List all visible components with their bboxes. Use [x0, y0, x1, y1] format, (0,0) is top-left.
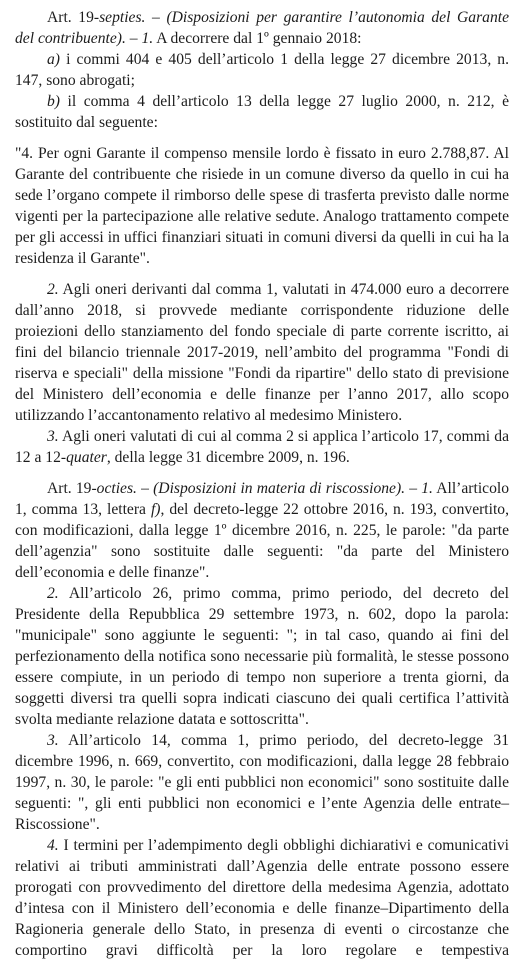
comma-number: 3.	[47, 428, 59, 445]
comma-2-paragraph	[15, 279, 509, 426]
art-19-octies-heading: Art. 19-octies. – (Disposizioni in materia di riscossione). – 1. All’articolo 1, comma 13, lettera f), del decreto-legge 22 ottobre 2016, n. 193, convertito, con modificazioni, dalla legge 1º dicembre 2016, n. 225, le parole: "da parte dell’agenzia" sono sostituite dalle seguenti: "da parte del Ministero dell’economia e delle finanze".	[15, 480, 510, 581]
comma-text: Agli oneri derivanti dal comma 1, valutati in 474.000 euro a decorrere dall’anno 2018, si provvede mediante corrispondente riduzione delle proiezioni dello stanziamento del fondo speciale di parte corrente iscritto, ai fini del bilancio triennale 2017-2019, nell’ambito del programma "Fondi di riserva e speciali" della missione "Fondi da ripartire" dello stato di previsione del Ministero dell’economia e delle finanze per l’anno 2017, allo scopo utilizzando l’accantonamento relativo al medesimo Ministero.	[15, 281, 509, 424]
comma-2-paragraph	[15, 583, 509, 730]
letter-text: i commi 404 e 405 dell’articolo 1 della legge 27 dicembre 2013, n. 147, sono abrogati;	[15, 51, 509, 89]
comma-text: I termini per l’adempimento degli obblighi dichiarativi e comunicativi relativi ai tributi amministrati dall’Agenzia delle entrate possono essere prorogati con provvedimento del direttore della medesima Agenzia, adottato d’intesa con il Ministero dell’economia e delle finanze–Dipartimento della Ragioneria generale dello Stato, in presenza di eventi o circostanze che comportino gravi difficoltà per la loro regolare e tempestiva	[15, 837, 509, 959]
comma-number: 1.	[421, 480, 433, 497]
article-label: Art. 19-	[47, 9, 100, 26]
comma-number: 4.	[47, 837, 59, 854]
article-suffix: octies.	[96, 480, 137, 497]
letter-text: il comma 4 dell’articolo 13 della legge 27 luglio 2000, n. 212, è sostituito dal seguente:	[15, 93, 509, 131]
article-suffix: septies.	[99, 9, 146, 26]
art-19-septies-heading: Art. 19-septies. – (Disposizioni per garantire l’autonomia del Garante del contribuente). – 1. A decorrere dal 1º gennaio 2018:	[15, 9, 510, 47]
comma-number: 2.	[47, 585, 59, 602]
comma-text: A decorrere dal 1º gennaio 2018:	[153, 30, 362, 47]
comma-4-paragraph	[15, 835, 509, 961]
quoted-replacement-text: "4. Per ogni Garante il compenso mensile lordo è fissato in euro 2.788,87. Al Garante del contribuente che risiede in un comune diverso da quello in cui ha sede l’organo compete il rimborso delle spese di trasferta previsto dalle norme vigenti per la partecipazione alle relative sedute. Analogo trattamento compete per gli accessi in uffici finanziari situati in comuni diversi da quelli in cui ha la residenza il Garante".	[15, 145, 509, 267]
letter-label: f)	[150, 501, 161, 518]
comma-number: 2.	[47, 281, 59, 298]
article-title: (Disposizioni per garantire l’autonomia del Garante del contribuente).	[15, 9, 510, 47]
article-title: (Disposizioni in materia di riscossione).	[153, 480, 406, 497]
article-label: Art. 19-	[47, 480, 97, 497]
comma-number: 1.	[141, 30, 154, 47]
letter-label: b)	[47, 93, 60, 110]
comma-3-paragraph	[15, 730, 509, 835]
comma-text: All’articolo 14, comma 1, primo periodo, del decreto-legge 31 dicembre 1996, n. 669, convertito, con modificazioni, dalla legge 28 febbraio 1997, n. 30, le parole: "e gli enti pubblici non economici" sono sostituite dalle seguenti: ", gli enti pubblici non economici e l’ente Agenzia delle entrate–Riscossione".	[15, 732, 509, 833]
letter-b-paragraph	[15, 91, 509, 133]
comma-number: 3.	[47, 732, 59, 749]
comma-3-paragraph: 3. Agli oneri valutati di cui al comma 2 si applica l’articolo 17, commi da 12 a 12-quater, della legge 31 dicembre 2009, n. 196.	[15, 428, 509, 466]
letter-label: a)	[47, 51, 60, 68]
comma-text: All’articolo 26, primo comma, primo periodo, del decreto del Presidente della Repubblica 29 settembre 1973, n. 602, dopo la parola: "municipale" sono aggiunte le seguenti: "; in tal caso, quando ai fini del perfezionamento della notifica sono necessarie più formalità, le stesse possono essere compiute, in un periodo di tempo non superiore a trenta giorni, da soggetti diversi tra quelli sopra indicati ciascuno dei quali certifica l’attività svolta mediante relazione datata e sottoscritta".	[15, 585, 509, 728]
letter-a-paragraph	[15, 49, 509, 91]
